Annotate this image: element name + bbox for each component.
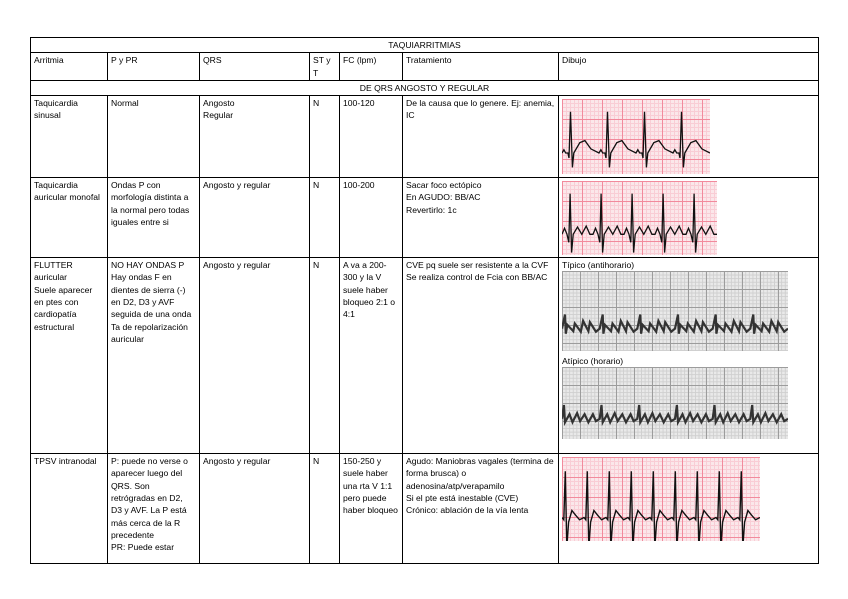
cell-fc: A va a 200-300 y la V suele haber bloqueo 2:1 o 4:1 xyxy=(340,258,403,454)
header-fc: FC (lpm) xyxy=(340,53,403,81)
ecg-trace xyxy=(562,112,710,168)
cell-fc: 100-120 xyxy=(340,96,403,178)
flutter-typical-label: Típico (antihorario) xyxy=(562,260,635,271)
ecg-trace xyxy=(562,315,788,334)
ecg-strip-avnrt xyxy=(562,457,760,541)
cell-p-pr: P: puede no verse o aparecer luego del QRS. Son retrógradas en D2, D3 y AVF. La P está más cerca de la R precedente PR: Puede estar xyxy=(108,454,200,564)
cell-tratamiento: Agudo: Maniobras vagales (termina de forma brusca) o adenosina/atp/verapamilo Si el pte está inestable (CVE) Crónico: ablación de la vía lenta xyxy=(403,454,559,564)
cell-dibujo xyxy=(559,178,819,258)
cell-arritmia: FLUTTER auricular Suele aparecer en ptes con cardiopatía estructural xyxy=(31,258,108,454)
header-p-pr: P y PR xyxy=(108,53,200,81)
header-arritmia: Arritmia xyxy=(31,53,108,81)
ecg-strip-flutter-typical xyxy=(562,271,788,351)
header-st-t: ST y T xyxy=(310,53,340,81)
cell-st-t: N xyxy=(310,96,340,178)
table-row xyxy=(31,454,819,564)
cell-qrs: Angosto Regular xyxy=(200,96,310,178)
cell-p-pr: Normal xyxy=(108,96,200,178)
table-row xyxy=(31,258,819,454)
ecg-trace xyxy=(562,405,788,422)
cell-p-pr: NO HAY ONDAS P Hay ondas F en dientes de sierra (-) en D2, D3 y AVF seguida de una onda Ta de repolarización auricular xyxy=(108,258,200,454)
ecg-trace xyxy=(562,471,760,541)
cell-qrs: Angosto y regular xyxy=(200,454,310,564)
cell-tratamiento: CVE pq suele ser resistente a la CVF Se realiza control de Fcia con BB/AC xyxy=(403,258,559,454)
cell-p-pr: Ondas P con morfología distinta a la normal pero todas iguales entre si xyxy=(108,178,200,258)
cell-arritmia: Taquicardia auricular monofal xyxy=(31,178,108,258)
cell-st-t: N xyxy=(310,454,340,564)
ecg-strip-sinus xyxy=(562,99,710,174)
cell-fc: 100-200 xyxy=(340,178,403,258)
cell-st-t: N xyxy=(310,178,340,258)
cell-dibujo xyxy=(559,258,819,454)
section-header: DE QRS ANGOSTO Y REGULAR xyxy=(31,80,819,95)
header-tratamiento: Tratamiento xyxy=(403,53,559,81)
cell-dibujo xyxy=(559,96,819,178)
ecg-trace xyxy=(562,194,717,253)
header-dibujo: Dibujo xyxy=(559,53,819,81)
table-title: TAQUIARRITMIAS xyxy=(31,38,819,53)
cell-dibujo xyxy=(559,454,819,564)
cell-st-t: N xyxy=(310,258,340,454)
cell-tratamiento: Sacar foco ectópico En AGUDO: BB/AC Revertirlo: 1c xyxy=(403,178,559,258)
flutter-atypical-label: Atípico (horario) xyxy=(562,356,624,367)
cell-qrs: Angosto y regular xyxy=(200,258,310,454)
taquiarritmias-table xyxy=(30,37,819,564)
cell-arritmia: Taquicardia sinusal xyxy=(31,96,108,178)
cell-arritmia: TPSV intranodal xyxy=(31,454,108,564)
table-row xyxy=(31,178,819,258)
ecg-strip-atrial-tachycardia xyxy=(562,181,717,255)
ecg-strip-flutter-atypical xyxy=(562,367,788,439)
header-qrs: QRS xyxy=(200,53,310,81)
table-row xyxy=(31,96,819,178)
cell-qrs: Angosto y regular xyxy=(200,178,310,258)
cell-fc: 150-250 y suele haber una rta V 1:1 pero puede haber bloqueo xyxy=(340,454,403,564)
cell-tratamiento: De la causa que lo genere. Ej: anemia, IC xyxy=(403,96,559,178)
